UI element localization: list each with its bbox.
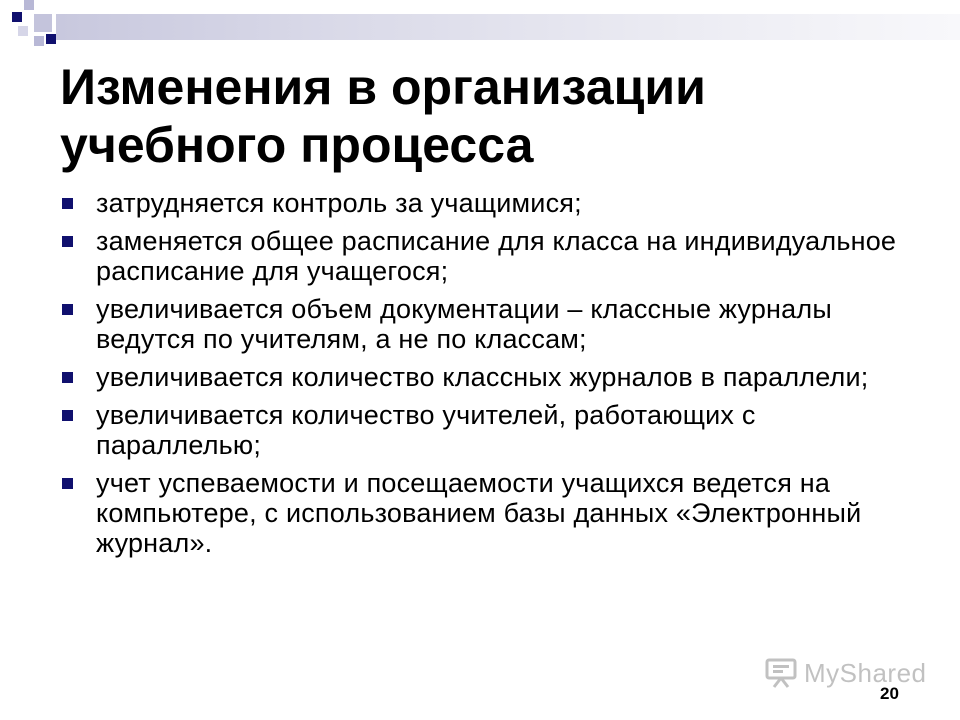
square-bullet-icon [62, 478, 73, 489]
decor-square [24, 0, 34, 10]
list-item [62, 188, 922, 218]
header-bar [56, 14, 960, 40]
corner-decoration [0, 0, 60, 60]
list-item [62, 400, 922, 460]
square-bullet-icon [62, 198, 73, 209]
watermark-text: MyShared [804, 657, 927, 688]
presentation-board-icon [764, 658, 798, 688]
square-bullet-icon [62, 304, 73, 315]
decor-square [46, 34, 56, 44]
decor-square [34, 14, 52, 32]
page-number: 20 [880, 684, 899, 703]
bullet-text: увеличивается объем документации – классные журналы ведутся по учителям, а не по классам; [96, 294, 832, 354]
decor-square [18, 26, 28, 36]
bullet-text: увеличивается количество классных журналов в параллели; [96, 362, 869, 392]
square-bullet-icon [62, 410, 73, 421]
decor-square [34, 36, 44, 46]
list-item [62, 226, 922, 286]
bullet-text: учет успеваемости и посещаемости учащихся ведется на компьютере, с использованием базы данных «Электронный журнал». [96, 468, 862, 558]
bullet-text: увеличивается количество учителей, работающих с параллелью; [96, 400, 756, 460]
list-item [62, 294, 922, 354]
list-item [62, 468, 922, 558]
square-bullet-icon [62, 372, 73, 383]
square-bullet-icon [62, 236, 73, 247]
bullet-list [62, 188, 922, 566]
bullet-text: заменяется общее расписание для класса на индивидуальное расписание для учащегося; [96, 226, 897, 286]
list-item [62, 362, 922, 392]
decor-square [12, 12, 22, 22]
bullet-text: затрудняется контроль за учащимися; [96, 188, 582, 218]
watermark [764, 656, 927, 690]
slide-title: Изменения в организации учебного процесса [60, 59, 706, 173]
